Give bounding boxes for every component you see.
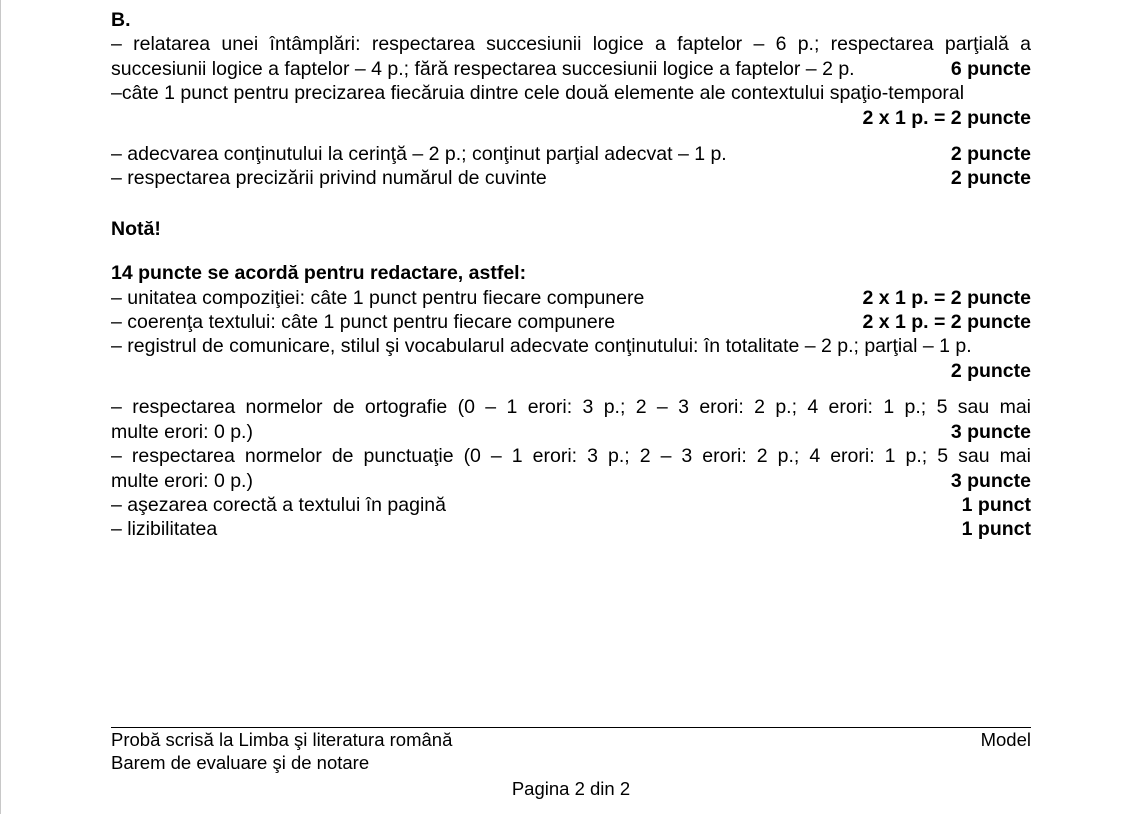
- note-item-4-line-1: – respectarea normelor de ortografie (0 – 1 erori: 3 p.; 2 – 3 erori: 2 p.; 4 erori: 1 p.; 5 sau mai: [111, 396, 1031, 419]
- note-item-1-text: – unitatea compoziţiei: câte 1 punct pentru fiecare compunere: [111, 286, 645, 309]
- note-item-6-text: – aşezarea corectă a textului în pagină: [111, 493, 446, 516]
- note-item-4-text-cont: multe erori: 0 p.): [111, 420, 253, 443]
- footer-top-row: [111, 728, 1031, 751]
- spacer: [111, 383, 1031, 395]
- spacer: [111, 130, 1031, 142]
- note-title: Notă!: [111, 217, 161, 240]
- section-b-item-3-text: – adecvarea conţinutului la cerinţă – 2 p.; conţinut parţial adecvat – 1 p.: [111, 143, 727, 166]
- note-item-1-points: 2 x 1 p. = 2 puncte: [862, 286, 1031, 309]
- section-b-item-3-points: 2 puncte: [950, 143, 1031, 166]
- document-body: [111, 8, 1031, 542]
- note-item-6-points: 1 punct: [961, 493, 1031, 516]
- section-b-item-4-text: – respectarea precizării privind numărul de cuvinte: [111, 167, 547, 190]
- section-b-item-4: [111, 166, 1031, 190]
- spacer: [111, 241, 1031, 261]
- section-b-label: B.: [111, 9, 131, 31]
- note-item-3-points: 2 puncte: [950, 359, 1031, 382]
- note-item-4-line-2: [111, 420, 1031, 444]
- note-item-2-points: 2 x 1 p. = 2 puncte: [862, 311, 1031, 334]
- note-item-5-line-1: – respectarea normelor de punctuaţie (0 – 1 erori: 3 p.; 2 – 3 erori: 2 p.; 4 erori: 1 p.; 5 sau mai: [111, 445, 1031, 468]
- spacer: [111, 191, 1031, 217]
- note-intro: 14 puncte se acordă pentru redactare, astfel:: [111, 262, 527, 285]
- note-item-5-line-2: [111, 469, 1031, 493]
- footer-variant-label: Model: [980, 729, 1031, 750]
- note-item-7-text: – lizibilitatea: [111, 518, 218, 541]
- section-b-item-3: [111, 142, 1031, 166]
- note-item-6: [111, 493, 1031, 517]
- note-item-7: [111, 517, 1031, 541]
- page-footer: [111, 727, 1031, 799]
- section-b-item-1-line-2: [111, 57, 1031, 81]
- section-b-item-4-points: 2 puncte: [950, 167, 1031, 190]
- note-item-4-points: 3 puncte: [950, 420, 1031, 443]
- note-item-5-text-cont: multe erori: 0 p.): [111, 469, 253, 492]
- note-item-3-text: – registrul de comunicare, stilul şi vocabularul adecvate conţinutului: în totalitate – 2 p.; parţial – 1 p.: [111, 335, 972, 358]
- section-b-item-1-line-1: – relatarea unei întâmplări: respectarea succesiunii logice a faptelor – 6 p.; respectarea parţială a: [111, 33, 1031, 56]
- section-b-item-1-text-cont: succesiunii logice a faptelor – 4 p.; fără respectarea succesiunii logice a faptelor – 2 p.: [111, 57, 855, 80]
- footer-exam-title: Probă scrisă la Limba şi literatura română: [111, 729, 453, 750]
- section-b-item-2-points: 2 x 1 p. = 2 puncte: [862, 106, 1031, 129]
- note-item-7-points: 1 punct: [961, 518, 1031, 541]
- footer-subtitle: Barem de evaluare şi de notare: [111, 752, 370, 773]
- note-item-5-points: 3 puncte: [950, 469, 1031, 492]
- page-number: Pagina 2 din 2: [511, 778, 631, 799]
- note-item-2: [111, 310, 1031, 334]
- section-b-item-2-text: –câte 1 punct pentru precizarea fiecăruia dintre cele două elemente ale contextului spaţio-temporal: [111, 82, 965, 105]
- note-item-1: [111, 286, 1031, 310]
- note-item-2-text: – coerenţa textului: câte 1 punct pentru fiecare compunere: [111, 311, 616, 334]
- section-b-item-1-points: 6 puncte: [950, 57, 1031, 80]
